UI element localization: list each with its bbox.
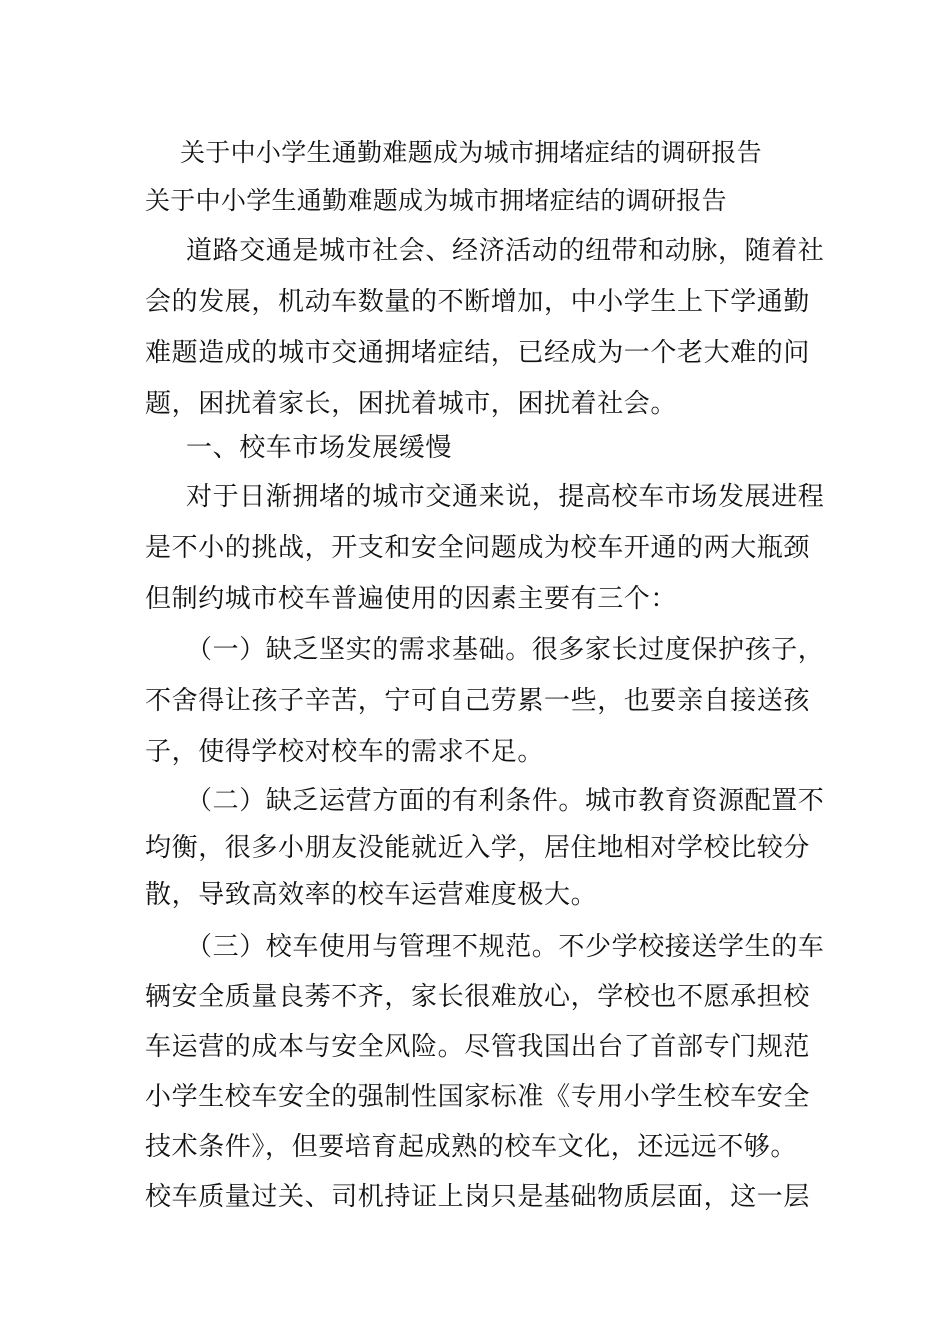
paragraph-line: 校车质量过关、司机持证上岗只是基础物质层面，这一层: [145, 1182, 811, 1212]
paragraph-line: 技术条件》，但要培育起成熟的校车文化，还远远不够。: [145, 1132, 798, 1162]
paragraph-line: （三）校车使用与管理不规范。不少学校接送学生的车: [186, 932, 825, 962]
paragraph-line: 辆安全质量良莠不齐，家长很难放心，学校也不愿承担校: [145, 982, 811, 1012]
paragraph-line: 道路交通是城市社会、经济活动的纽带和动脉，随着社: [186, 236, 825, 266]
paragraph-line: 题，困扰着家长，困扰着城市，困扰着社会。: [145, 389, 678, 419]
paragraph-line: 对于日渐拥堵的城市交通来说，提高校车市场发展进程: [186, 482, 825, 512]
document-title: 关于中小学生通勤难题成为城市拥堵症结的调研报告: [180, 138, 762, 167]
document-subtitle: 关于中小学生通勤难题成为城市拥堵症结的调研报告: [145, 186, 727, 215]
paragraph-line: 子，使得学校对校车的需求不足。: [145, 737, 545, 767]
paragraph-line: 难题造成的城市交通拥堵症结，已经成为一个老大难的问: [145, 338, 811, 368]
paragraph-line: 会的发展，机动车数量的不断增加，中小学生上下学通勤: [145, 287, 811, 317]
paragraph-line: 是不小的挑战，开支和安全问题成为校车开通的两大瓶颈: [145, 533, 811, 563]
paragraph-line: 均衡，很多小朋友没能就近入学，居住地相对学校比较分: [145, 833, 811, 863]
paragraph-line: 不舍得让孩子辛苦，宁可自己劳累一些，也要亲自接送孩: [145, 686, 811, 716]
paragraph-line: （一）缺乏坚实的需求基础。很多家长过度保护孩子，: [186, 635, 825, 665]
paragraph-line: 但制约城市校车普遍使用的因素主要有三个：: [145, 584, 678, 614]
paragraph-line: 车运营的成本与安全风险。尽管我国出台了首部专门规范: [145, 1032, 811, 1062]
paragraph-line: 小学生校车安全的强制性国家标准《专用小学生校车安全: [145, 1082, 811, 1112]
paragraph-line: （二）缺乏运营方面的有利条件。城市教育资源配置不: [186, 786, 825, 816]
section-heading: 一、校车市场发展缓慢: [186, 433, 453, 463]
paragraph-line: 散，导致高效率的校车运营难度极大。: [145, 880, 598, 910]
